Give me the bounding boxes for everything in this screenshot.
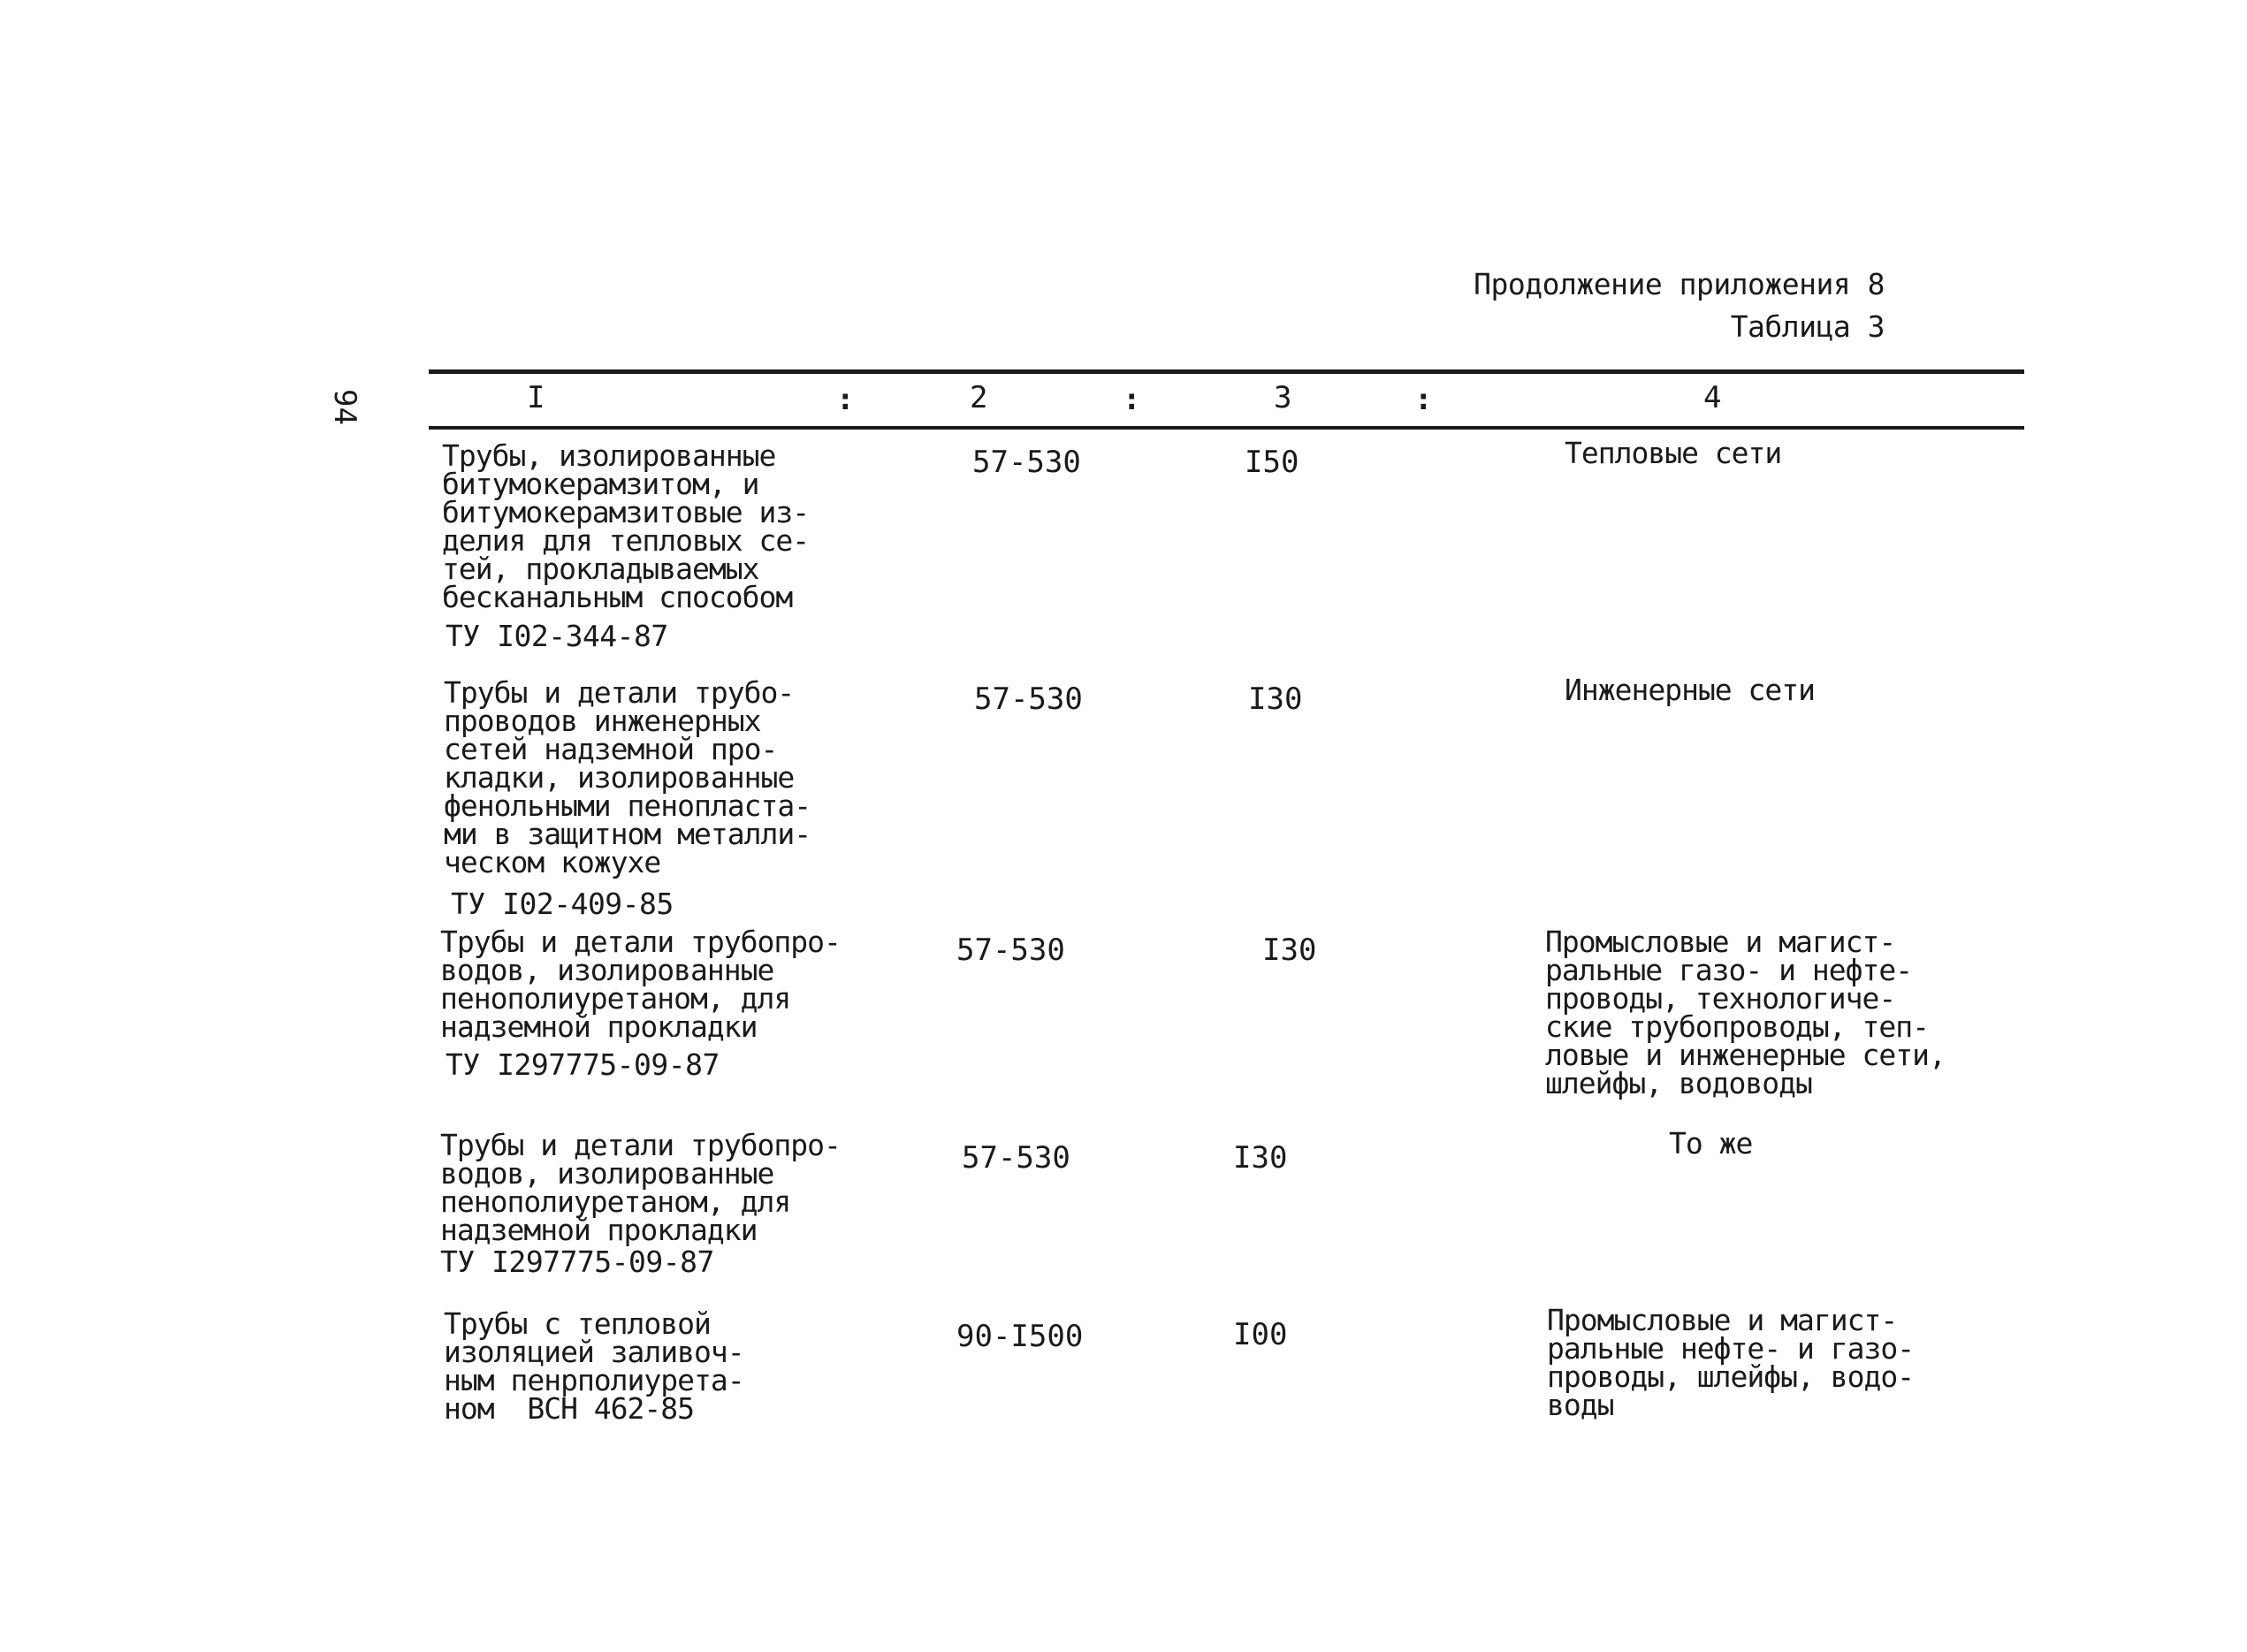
column-header-1: I: [527, 380, 545, 415]
application-area: То же: [1669, 1126, 1753, 1161]
pipe-diameter: 57-530: [974, 681, 1083, 717]
spec-document: ТУ I02-344-87: [446, 619, 668, 653]
product-name: Трубы и детали трубо- проводов инженерных сетей надземной про- кладки, изолированные фенольными пенопласта- ми в защитном металли- ческом кожухе: [444, 675, 811, 879]
product-name: Трубы и детали трубопро- водов, изолированные пенополиуретаном, для надземной прокладки: [440, 925, 841, 1044]
product-name: Трубы с тепловой изоляцией заливоч- ным пенрполиурета- ном ВСН 462-85: [444, 1306, 744, 1426]
max-temperature: I50: [1245, 445, 1299, 480]
max-temperature: I30: [1233, 1140, 1288, 1176]
application-area: Тепловые сети: [1565, 436, 1782, 470]
max-temperature: I00: [1233, 1317, 1288, 1352]
pipe-diameter: 57-530: [962, 1140, 1070, 1176]
column-separator: :: [1414, 382, 1433, 417]
pipe-diameter: 57-530: [972, 445, 1081, 480]
product-name: Трубы и детали трубопро- водов, изолированные пенополиуретаном, для надземной прокладки: [440, 1128, 841, 1247]
spec-document: ТУ I02-409-85: [451, 887, 674, 921]
max-temperature: I30: [1262, 933, 1317, 968]
page-number: 94: [327, 389, 362, 425]
product-name: Трубы, изолированные битумокерамзитом, и битумокерамзитовые из- делия для тепловых се- тей, прокладываемых бесканальным способом: [442, 438, 810, 614]
spec-document: ТУ I297775-09-87: [440, 1245, 714, 1279]
appendix-continuation-heading: Продолжение приложения 8: [1474, 267, 1885, 301]
pipe-diameter: 57-530: [956, 933, 1065, 968]
column-header-3: 3: [1274, 380, 1292, 415]
application-area: Промысловые и магист- ральные газо- и нефте- проводы, технологиче- ские трубопроводы, теп- ловые и инженерные сети, шлейфы, водоводы: [1545, 925, 1946, 1100]
table-label: Таблица 3: [1730, 309, 1885, 344]
application-area: Инженерные сети: [1565, 673, 1816, 707]
column-separator: :: [1123, 382, 1141, 417]
column-header-4: 4: [1703, 380, 1722, 415]
table-top-rule: [429, 369, 2024, 374]
pipe-diameter: 90-I500: [956, 1319, 1084, 1354]
spec-document: ТУ I297775-09-87: [446, 1047, 720, 1082]
table-header-rule: [429, 426, 2024, 430]
max-temperature: I30: [1248, 681, 1303, 717]
application-area: Промысловые и магист- ральные нефте- и газо- проводы, шлейфы, водо- воды: [1547, 1303, 1915, 1422]
column-separator: :: [836, 382, 855, 417]
column-header-2: 2: [970, 380, 988, 415]
